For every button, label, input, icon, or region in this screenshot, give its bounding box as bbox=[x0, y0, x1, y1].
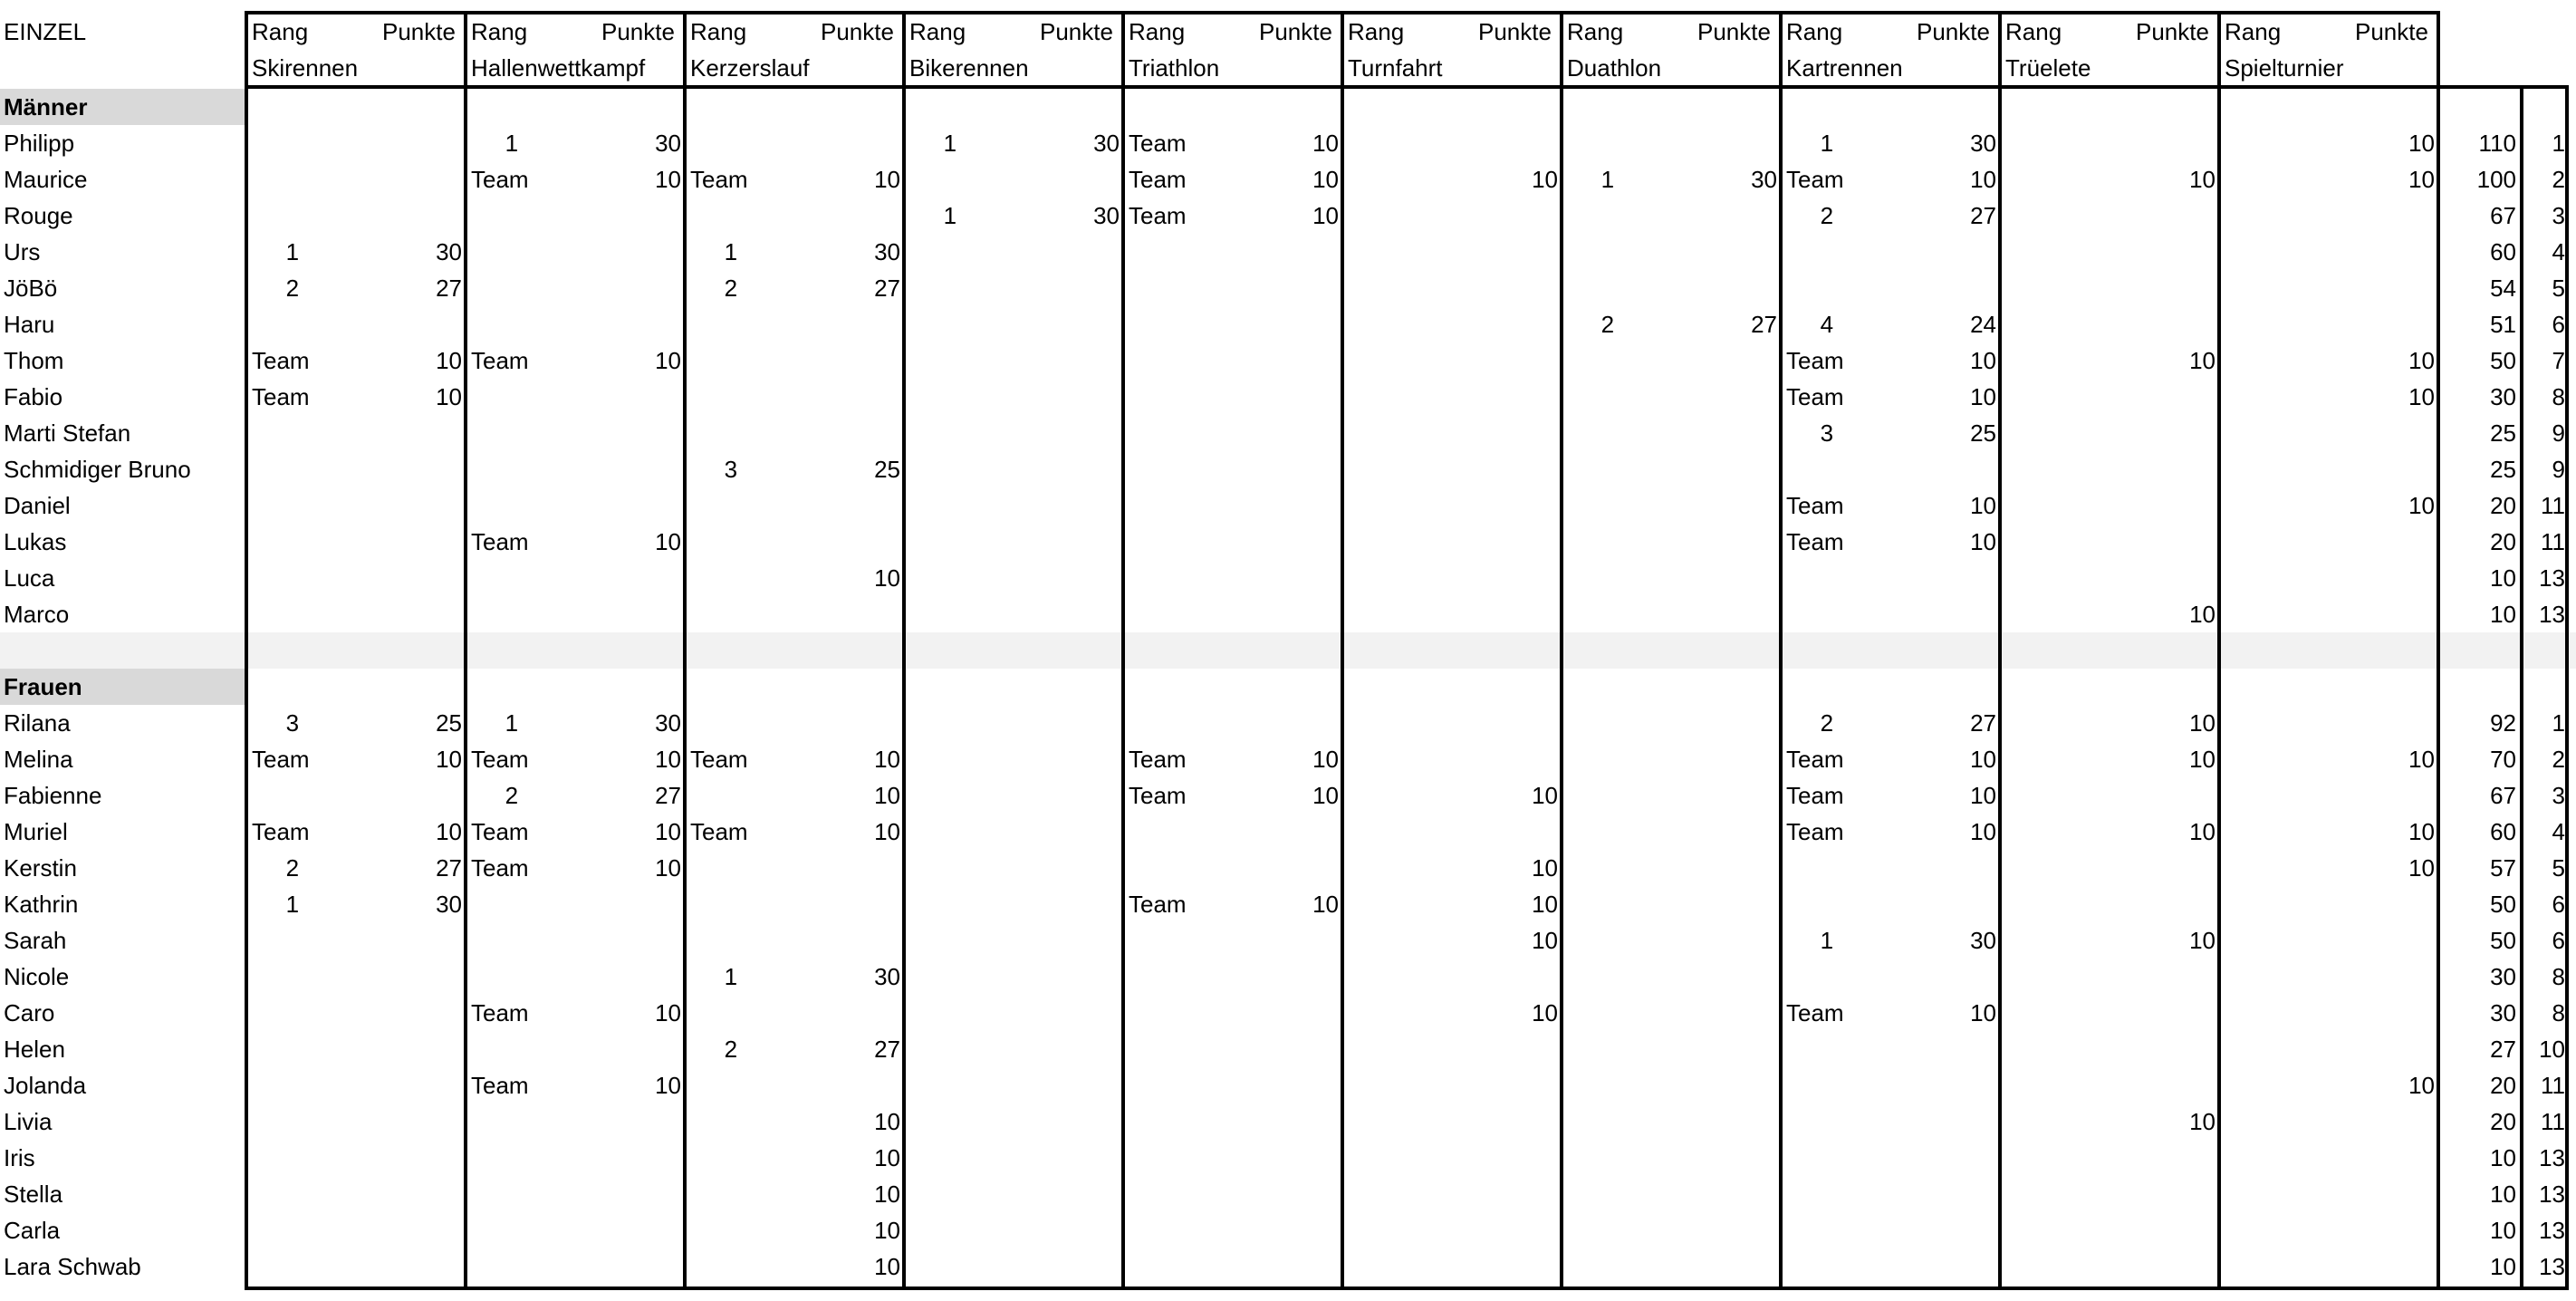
grid-vline bbox=[902, 13, 906, 1288]
points-cell: 10 bbox=[655, 999, 681, 1026]
points-cell: 10 bbox=[1970, 492, 1996, 519]
points-cell: 10 bbox=[1970, 347, 1996, 374]
points-cell: 10 bbox=[874, 1108, 900, 1135]
rank-cell: 1 bbox=[505, 709, 519, 737]
points-cell: 30 bbox=[1970, 130, 1996, 157]
header-discipline-name: Kerzerslauf bbox=[690, 54, 810, 82]
rank-cell: Team bbox=[1786, 492, 1844, 519]
header-rank-label: Rang bbox=[1348, 18, 1405, 45]
final-place: 10 bbox=[2539, 1036, 2565, 1063]
athlete-name: Daniel bbox=[4, 492, 71, 519]
final-place: 1 bbox=[2552, 709, 2565, 737]
total-points: 110 bbox=[2478, 130, 2516, 157]
points-cell: 10 bbox=[2408, 818, 2435, 845]
header-rank-label: Rang bbox=[690, 18, 747, 45]
athlete-name: Rilana bbox=[4, 709, 71, 737]
points-cell: 10 bbox=[2408, 130, 2435, 157]
athlete-name: Rouge bbox=[4, 202, 73, 229]
header-discipline-name: Bikerennen bbox=[909, 54, 1029, 82]
athlete-name: Melina bbox=[4, 746, 73, 773]
total-points: 25 bbox=[2490, 419, 2516, 447]
points-cell: 25 bbox=[436, 709, 462, 737]
points-cell: 10 bbox=[655, 818, 681, 845]
rank-cell: 2 bbox=[505, 782, 519, 809]
rank-cell: 2 bbox=[1600, 311, 1615, 338]
rank-cell: 3 bbox=[285, 709, 300, 737]
rank-cell: Team bbox=[252, 746, 310, 773]
final-place: 13 bbox=[2539, 1217, 2565, 1244]
total-points: 60 bbox=[2490, 238, 2516, 265]
points-cell: 10 bbox=[2189, 601, 2216, 628]
rank-cell: 1 bbox=[1820, 927, 1834, 954]
rank-cell: 2 bbox=[1820, 709, 1834, 737]
athlete-name: Fabio bbox=[4, 383, 63, 410]
points-cell: 10 bbox=[655, 166, 681, 193]
athlete-name: Iris bbox=[4, 1144, 35, 1171]
points-cell: 10 bbox=[2408, 1072, 2435, 1099]
final-place: 13 bbox=[2539, 1181, 2565, 1208]
header-rank-label: Rang bbox=[909, 18, 966, 45]
total-points: 10 bbox=[2490, 601, 2516, 628]
grid-vline bbox=[1779, 13, 1783, 1288]
grid-vline bbox=[683, 13, 687, 1288]
points-cell: 10 bbox=[1970, 166, 1996, 193]
points-cell: 10 bbox=[1532, 999, 1558, 1026]
header-discipline-name: Kartrennen bbox=[1786, 54, 1903, 82]
rank-cell: Team bbox=[1129, 782, 1187, 809]
final-place: 6 bbox=[2552, 891, 2565, 918]
rank-cell: Team bbox=[252, 383, 310, 410]
points-cell: 10 bbox=[436, 746, 462, 773]
points-cell: 10 bbox=[1970, 383, 1996, 410]
header-discipline-name: Turnfahrt bbox=[1348, 54, 1443, 82]
points-cell: 10 bbox=[1312, 891, 1339, 918]
rank-cell: 2 bbox=[285, 854, 300, 882]
points-cell: 10 bbox=[1970, 746, 1996, 773]
rank-cell: 1 bbox=[943, 202, 957, 229]
athlete-name: Luca bbox=[4, 564, 55, 592]
points-cell: 10 bbox=[436, 347, 462, 374]
rank-cell: Team bbox=[1786, 746, 1844, 773]
rank-cell: Team bbox=[471, 854, 529, 882]
final-place: 3 bbox=[2552, 202, 2565, 229]
final-place: 8 bbox=[2552, 999, 2565, 1026]
grid-vline bbox=[2217, 13, 2221, 1288]
header-discipline-name: Skirennen bbox=[252, 54, 359, 82]
header-points-label: Punkte bbox=[2136, 18, 2209, 45]
rank-cell: Team bbox=[471, 347, 529, 374]
rank-cell: Team bbox=[1129, 130, 1187, 157]
total-points: 92 bbox=[2490, 709, 2516, 737]
total-points: 20 bbox=[2490, 528, 2516, 555]
rank-cell: 2 bbox=[724, 275, 738, 302]
rank-cell: 3 bbox=[724, 456, 738, 483]
grid-vline bbox=[2520, 87, 2523, 1288]
points-cell: 10 bbox=[1312, 130, 1339, 157]
points-cell: 10 bbox=[436, 383, 462, 410]
points-cell: 27 bbox=[1751, 311, 1777, 338]
points-cell: 30 bbox=[655, 709, 681, 737]
athlete-name: Carla bbox=[4, 1217, 61, 1244]
total-points: 60 bbox=[2490, 818, 2516, 845]
points-cell: 10 bbox=[874, 1144, 900, 1171]
total-points: 10 bbox=[2490, 564, 2516, 592]
points-cell: 10 bbox=[1532, 891, 1558, 918]
athlete-name: Stella bbox=[4, 1181, 63, 1208]
rank-cell: Team bbox=[1129, 166, 1187, 193]
points-cell: 10 bbox=[2408, 492, 2435, 519]
points-cell: 27 bbox=[1970, 202, 1996, 229]
total-points: 10 bbox=[2490, 1217, 2516, 1244]
points-cell: 10 bbox=[436, 818, 462, 845]
athlete-name: Fabienne bbox=[4, 782, 102, 809]
athlete-name: Urs bbox=[4, 238, 41, 265]
points-cell: 10 bbox=[1312, 166, 1339, 193]
points-cell: 10 bbox=[1970, 818, 1996, 845]
header-points-label: Punkte bbox=[382, 18, 456, 45]
points-cell: 10 bbox=[2189, 709, 2216, 737]
rank-cell: Team bbox=[690, 166, 748, 193]
rank-cell: Team bbox=[471, 528, 529, 555]
points-cell: 10 bbox=[1312, 202, 1339, 229]
rank-cell: 1 bbox=[285, 891, 300, 918]
final-place: 11 bbox=[2541, 1108, 2565, 1135]
rank-cell: 1 bbox=[724, 963, 738, 990]
final-place: 13 bbox=[2539, 1144, 2565, 1171]
final-place: 11 bbox=[2541, 1072, 2565, 1099]
points-cell: 10 bbox=[655, 528, 681, 555]
rank-cell: Team bbox=[690, 746, 748, 773]
rank-cell: Team bbox=[1129, 891, 1187, 918]
rank-cell: Team bbox=[1129, 202, 1187, 229]
final-place: 6 bbox=[2552, 927, 2565, 954]
athlete-name: Marco bbox=[4, 601, 70, 628]
rank-cell: 2 bbox=[1820, 202, 1834, 229]
points-cell: 10 bbox=[2189, 927, 2216, 954]
points-cell: 30 bbox=[1093, 202, 1120, 229]
grid-hline bbox=[245, 1287, 2569, 1290]
total-points: 57 bbox=[2490, 854, 2516, 882]
spacer-band bbox=[0, 632, 2576, 669]
points-cell: 10 bbox=[2408, 166, 2435, 193]
rank-cell: 2 bbox=[724, 1036, 738, 1063]
total-points: 10 bbox=[2490, 1253, 2516, 1280]
final-place: 13 bbox=[2539, 564, 2565, 592]
points-cell: 10 bbox=[1970, 782, 1996, 809]
athlete-name: Nicole bbox=[4, 963, 70, 990]
header-rank-label: Rang bbox=[471, 18, 528, 45]
total-points: 50 bbox=[2490, 927, 2516, 954]
section-label: Männer bbox=[4, 93, 88, 120]
points-cell: 10 bbox=[2408, 854, 2435, 882]
grid-vline bbox=[245, 13, 248, 1288]
points-cell: 10 bbox=[2189, 818, 2216, 845]
points-cell: 25 bbox=[874, 456, 900, 483]
rank-cell: 4 bbox=[1820, 311, 1834, 338]
points-cell: 10 bbox=[1532, 927, 1558, 954]
final-place: 9 bbox=[2552, 419, 2565, 447]
points-cell: 10 bbox=[655, 347, 681, 374]
points-cell: 10 bbox=[874, 782, 900, 809]
grid-vline bbox=[1341, 13, 1344, 1288]
points-cell: 30 bbox=[655, 130, 681, 157]
grid-vline bbox=[1998, 13, 2002, 1288]
final-place: 4 bbox=[2552, 818, 2565, 845]
points-cell: 30 bbox=[1093, 130, 1120, 157]
points-cell: 10 bbox=[2189, 166, 2216, 193]
final-place: 5 bbox=[2552, 854, 2565, 882]
header-rank-label: Rang bbox=[2005, 18, 2062, 45]
points-cell: 10 bbox=[655, 854, 681, 882]
athlete-name: Kathrin bbox=[4, 891, 79, 918]
grid-vline bbox=[1560, 13, 1563, 1288]
rank-cell: Team bbox=[1129, 746, 1187, 773]
final-place: 5 bbox=[2552, 275, 2565, 302]
total-points: 27 bbox=[2490, 1036, 2516, 1063]
total-points: 67 bbox=[2490, 782, 2516, 809]
total-points: 25 bbox=[2490, 456, 2516, 483]
total-points: 51 bbox=[2490, 311, 2516, 338]
rank-cell: Team bbox=[1786, 347, 1844, 374]
rank-cell: Team bbox=[1786, 166, 1844, 193]
rank-cell: Team bbox=[1786, 999, 1844, 1026]
points-cell: 10 bbox=[1312, 782, 1339, 809]
points-cell: 30 bbox=[874, 238, 900, 265]
final-place: 1 bbox=[2552, 130, 2565, 157]
points-cell: 10 bbox=[2189, 746, 2216, 773]
rank-cell: Team bbox=[471, 818, 529, 845]
points-cell: 27 bbox=[436, 275, 462, 302]
final-place: 11 bbox=[2541, 528, 2565, 555]
points-cell: 27 bbox=[1970, 709, 1996, 737]
rank-cell: Team bbox=[1786, 818, 1844, 845]
header-points-label: Punkte bbox=[1040, 18, 1113, 45]
final-place: 8 bbox=[2552, 383, 2565, 410]
total-points: 10 bbox=[2490, 1144, 2516, 1171]
grid-vline bbox=[464, 13, 467, 1288]
points-cell: 27 bbox=[436, 854, 462, 882]
athlete-name: Maurice bbox=[4, 166, 88, 193]
header-discipline-name: Hallenwettkampf bbox=[471, 54, 646, 82]
rank-cell: Team bbox=[1786, 383, 1844, 410]
rank-cell: Team bbox=[471, 746, 529, 773]
total-points: 100 bbox=[2476, 166, 2516, 193]
athlete-name: Haru bbox=[4, 311, 55, 338]
final-place: 9 bbox=[2552, 456, 2565, 483]
athlete-name: Schmidiger Bruno bbox=[4, 456, 191, 483]
grid-vline bbox=[2437, 13, 2440, 1288]
athlete-name: Jolanda bbox=[4, 1072, 87, 1099]
points-cell: 10 bbox=[874, 1253, 900, 1280]
athlete-name: Thom bbox=[4, 347, 64, 374]
total-points: 30 bbox=[2490, 383, 2516, 410]
athlete-name: Helen bbox=[4, 1036, 65, 1063]
rank-cell: 1 bbox=[943, 130, 957, 157]
points-cell: 10 bbox=[874, 564, 900, 592]
final-place: 11 bbox=[2541, 492, 2565, 519]
athlete-name: Muriel bbox=[4, 818, 68, 845]
points-cell: 10 bbox=[1532, 782, 1558, 809]
rank-cell: 1 bbox=[1600, 166, 1615, 193]
header-discipline-name: Triathlon bbox=[1129, 54, 1220, 82]
rank-cell: Team bbox=[471, 166, 529, 193]
points-cell: 27 bbox=[655, 782, 681, 809]
points-cell: 30 bbox=[874, 963, 900, 990]
final-place: 7 bbox=[2552, 347, 2565, 374]
sheet-title: EINZEL bbox=[4, 18, 87, 45]
header-points-label: Punkte bbox=[1697, 18, 1771, 45]
points-cell: 10 bbox=[655, 1072, 681, 1099]
header-rank-label: Rang bbox=[252, 18, 309, 45]
points-cell: 10 bbox=[2408, 746, 2435, 773]
points-cell: 30 bbox=[436, 891, 462, 918]
final-place: 2 bbox=[2552, 166, 2565, 193]
total-points: 30 bbox=[2490, 963, 2516, 990]
grid-vline bbox=[2565, 87, 2569, 1288]
final-place: 13 bbox=[2539, 1253, 2565, 1280]
points-cell: 30 bbox=[436, 238, 462, 265]
grid-vline bbox=[1121, 13, 1125, 1288]
points-cell: 27 bbox=[874, 1036, 900, 1063]
rank-cell: Team bbox=[471, 999, 529, 1026]
athlete-name: Livia bbox=[4, 1108, 53, 1135]
header-points-label: Punkte bbox=[1259, 18, 1332, 45]
final-place: 8 bbox=[2552, 963, 2565, 990]
rank-cell: 1 bbox=[285, 238, 300, 265]
total-points: 50 bbox=[2490, 347, 2516, 374]
points-cell: 10 bbox=[874, 166, 900, 193]
athlete-name: Marti Stefan bbox=[4, 419, 131, 447]
rank-cell: Team bbox=[252, 818, 310, 845]
athlete-name: Philipp bbox=[4, 130, 75, 157]
section-label: Frauen bbox=[4, 673, 82, 700]
athlete-name: Sarah bbox=[4, 927, 67, 954]
rank-cell: 1 bbox=[505, 130, 519, 157]
header-rank-label: Rang bbox=[1129, 18, 1186, 45]
points-cell: 10 bbox=[2189, 1108, 2216, 1135]
rank-cell: Team bbox=[1786, 782, 1844, 809]
rank-cell: 3 bbox=[1820, 419, 1834, 447]
total-points: 70 bbox=[2490, 746, 2516, 773]
header-points-label: Punkte bbox=[821, 18, 894, 45]
points-cell: 10 bbox=[2408, 383, 2435, 410]
rank-cell: 2 bbox=[285, 275, 300, 302]
rank-cell: Team bbox=[252, 347, 310, 374]
points-cell: 10 bbox=[1532, 166, 1558, 193]
rank-cell: 1 bbox=[724, 238, 738, 265]
points-cell: 24 bbox=[1970, 311, 1996, 338]
grid-hline bbox=[245, 11, 2440, 14]
header-rank-label: Rang bbox=[1786, 18, 1843, 45]
points-cell: 10 bbox=[874, 1217, 900, 1244]
header-points-label: Punkte bbox=[2355, 18, 2428, 45]
points-cell: 10 bbox=[874, 818, 900, 845]
points-cell: 10 bbox=[1970, 999, 1996, 1026]
total-points: 54 bbox=[2490, 275, 2516, 302]
total-points: 67 bbox=[2490, 202, 2516, 229]
rank-cell: Team bbox=[471, 1072, 529, 1099]
final-place: 6 bbox=[2552, 311, 2565, 338]
athlete-name: Kerstin bbox=[4, 854, 77, 882]
athlete-name: Lara Schwab bbox=[4, 1253, 141, 1280]
grid-hline bbox=[245, 85, 2569, 89]
header-rank-label: Rang bbox=[1567, 18, 1624, 45]
points-cell: 30 bbox=[1970, 927, 1996, 954]
points-cell: 10 bbox=[655, 746, 681, 773]
points-cell: 10 bbox=[2189, 347, 2216, 374]
header-discipline-name: Trüelete bbox=[2005, 54, 2091, 82]
total-points: 50 bbox=[2490, 891, 2516, 918]
total-points: 20 bbox=[2490, 1108, 2516, 1135]
points-cell: 10 bbox=[874, 1181, 900, 1208]
rank-cell: Team bbox=[690, 818, 748, 845]
final-place: 13 bbox=[2539, 601, 2565, 628]
final-place: 2 bbox=[2552, 746, 2565, 773]
points-cell: 10 bbox=[874, 746, 900, 773]
header-points-label: Punkte bbox=[601, 18, 675, 45]
rank-cell: 1 bbox=[1820, 130, 1834, 157]
points-cell: 10 bbox=[1312, 746, 1339, 773]
points-cell: 25 bbox=[1970, 419, 1996, 447]
header-discipline-name: Spielturnier bbox=[2225, 54, 2344, 82]
points-cell: 30 bbox=[1751, 166, 1777, 193]
points-cell: 10 bbox=[1532, 854, 1558, 882]
total-points: 30 bbox=[2490, 999, 2516, 1026]
header-points-label: Punkte bbox=[1478, 18, 1552, 45]
final-place: 4 bbox=[2552, 238, 2565, 265]
header-rank-label: Rang bbox=[2225, 18, 2282, 45]
header-discipline-name: Duathlon bbox=[1567, 54, 1662, 82]
total-points: 20 bbox=[2490, 1072, 2516, 1099]
total-points: 10 bbox=[2490, 1181, 2516, 1208]
points-cell: 10 bbox=[2408, 347, 2435, 374]
athlete-name: JöBö bbox=[4, 275, 58, 302]
final-place: 3 bbox=[2552, 782, 2565, 809]
points-cell: 27 bbox=[874, 275, 900, 302]
total-points: 20 bbox=[2490, 492, 2516, 519]
athlete-name: Lukas bbox=[4, 528, 67, 555]
athlete-name: Caro bbox=[4, 999, 55, 1026]
points-cell: 10 bbox=[1970, 528, 1996, 555]
header-points-label: Punkte bbox=[1917, 18, 1990, 45]
rank-cell: Team bbox=[1786, 528, 1844, 555]
